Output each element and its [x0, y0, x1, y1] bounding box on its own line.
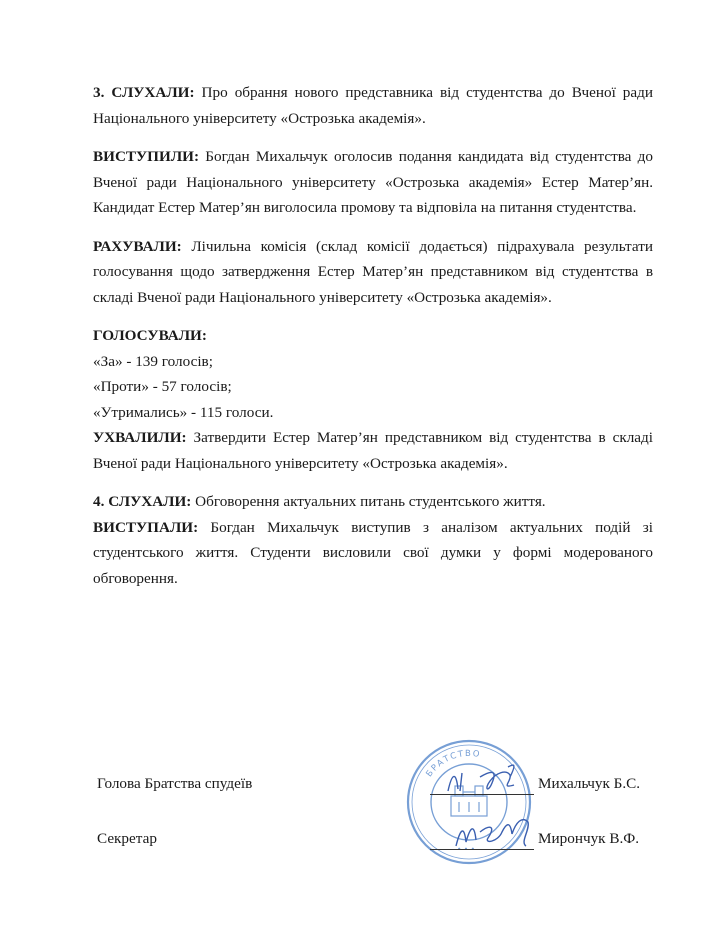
section-3-resolved [93, 425, 653, 476]
signatory-role: Секретар [97, 830, 157, 847]
section-3-heard [93, 80, 653, 131]
signatory-name: Мирончук В.Ф. [538, 830, 640, 847]
signature-line [430, 794, 534, 795]
section-text: Про обрання нового представника від студентства до Вченої ради Національного університету «Острозька академія». [93, 84, 653, 127]
svg-text:• • •: • • • [457, 845, 476, 854]
vote-option: «За» [93, 352, 123, 370]
signatory-role: Голова Братства спудеїв [97, 775, 253, 792]
vote-count: - 139 голосів; [122, 352, 213, 370]
section-text: Затвердити Естер Матер’ян представником від студентства в складі Вченої ради Національного університету «Острозька академія». [93, 429, 653, 472]
vote-result-for [93, 349, 653, 375]
section-label: ВИСТУПАЛИ: [93, 518, 199, 536]
section-4-heard [93, 489, 653, 515]
section-4-spoke [93, 515, 653, 592]
section-text: Обговорення актуальних питань студентського життя. [191, 493, 546, 510]
document-body [93, 80, 653, 604]
voting-label: ГОЛОСУВАЛИ: [93, 327, 207, 344]
handwritten-signature-icon [450, 812, 535, 852]
section-label: РАХУВАЛИ: [93, 237, 182, 255]
vote-count: - 115 голоси. [187, 403, 274, 421]
stamp-text: БРАТСТВО [424, 748, 482, 780]
vote-result-against [93, 374, 653, 400]
signatory-name: Михальчук Б.С. [538, 775, 641, 792]
section-label: 4. СЛУХАЛИ: [93, 493, 192, 510]
vote-option: «Утримались» [93, 403, 188, 421]
section-3-spoke [93, 144, 653, 221]
vote-result-abstained [93, 400, 653, 426]
section-text: Богдан Михальчук виступив з аналізом актуальних подій зі студентського життя. Студенти висловили свої думки у формі модерованого обговорення. [93, 518, 653, 587]
signature-row-chair [0, 775, 720, 799]
signature-row-secretary [0, 830, 720, 854]
section-label: УХВАЛИЛИ: [93, 429, 187, 446]
voting-block [93, 323, 653, 425]
section-label: 3. СЛУХАЛИ: [93, 84, 195, 101]
signature-line [430, 849, 534, 850]
vote-option: «Проти» [93, 378, 149, 395]
section-text: Лічильна комісія (склад комісії додається) підрахувала результати голосування щодо затвердження Естер Матер’ян представником від студентства в складі Вченої ради Національного університету «Острозька академія». [93, 237, 653, 306]
section-text: Богдан Михальчук оголосив подання кандидата від студентства до Вченої ради Національного університету «Острозька академія» Естер Матер’ян. Кандидат Естер Матер’ян виголосила промову та відповіла на питання студентства. [93, 148, 653, 216]
section-3-counted [93, 234, 653, 311]
section-label: ВИСТУПИЛИ: [93, 148, 200, 165]
vote-count: - 57 голосів; [148, 378, 232, 395]
